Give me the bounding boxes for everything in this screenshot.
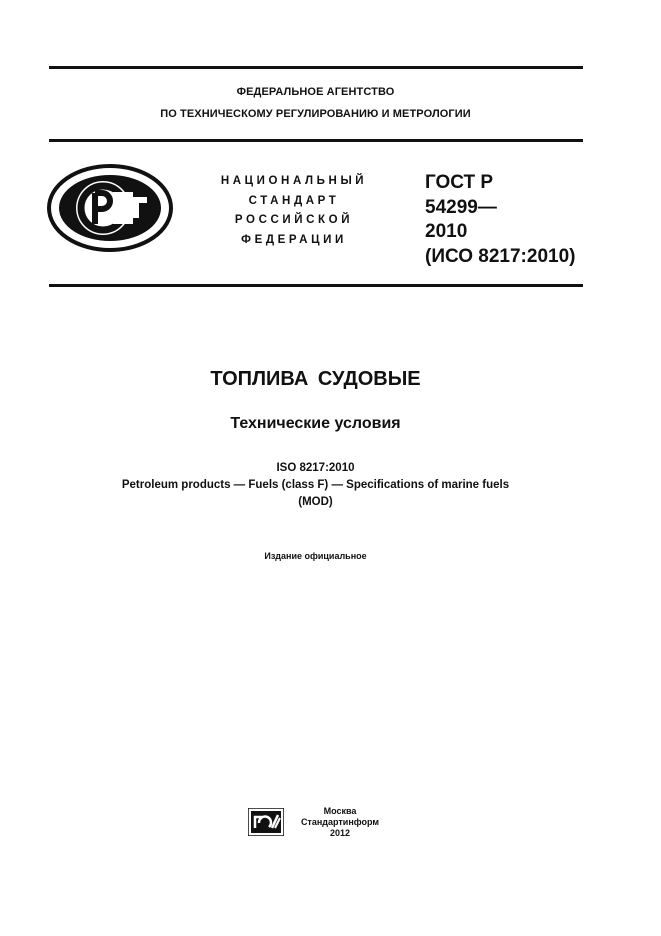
standartinform-logo-icon	[248, 808, 284, 836]
header-bottom-rule	[49, 139, 583, 142]
top-rule	[49, 66, 583, 69]
modification-mark: (MOD)	[298, 496, 333, 508]
gost-line-4: (ИСО 8217:2010)	[425, 246, 576, 267]
gost-line-2: 54299—	[425, 197, 497, 218]
gost-line-1: ГОСТ Р	[425, 172, 494, 193]
publisher-name: Стандартинформ	[300, 817, 380, 827]
agency-line-1: ФЕДЕРАЛЬНОЕ АГЕНТСТВО	[236, 86, 395, 98]
english-title: Petroleum products — Fuels (class F) — Specifications of marine fuels	[121, 479, 510, 491]
national-line-1: НАЦИОНАЛЬНЫЙ	[220, 175, 368, 187]
national-line-2: СТАНДАРТ	[248, 195, 340, 207]
publication-year: 2012	[329, 828, 351, 838]
rst-emblem-icon	[47, 164, 173, 252]
edition-note: Издание официальное	[264, 551, 367, 561]
iso-reference: ISO 8217:2010	[276, 462, 355, 474]
agency-line-2: ПО ТЕХНИЧЕСКОМУ РЕГУЛИРОВАНИЮ И МЕТРОЛОГИИ	[160, 108, 471, 120]
national-line-4: ФЕДЕРАЦИИ	[241, 234, 347, 246]
document-title: ТОПЛИВА СУДОВЫЕ	[210, 368, 421, 390]
publisher-city: Москва	[323, 806, 357, 816]
gost-line-3: 2010	[425, 221, 468, 242]
document-subtitle: Технические условия	[230, 415, 401, 432]
national-line-3: РОССИЙСКОЙ	[234, 214, 354, 226]
designation-bottom-rule	[49, 284, 583, 287]
